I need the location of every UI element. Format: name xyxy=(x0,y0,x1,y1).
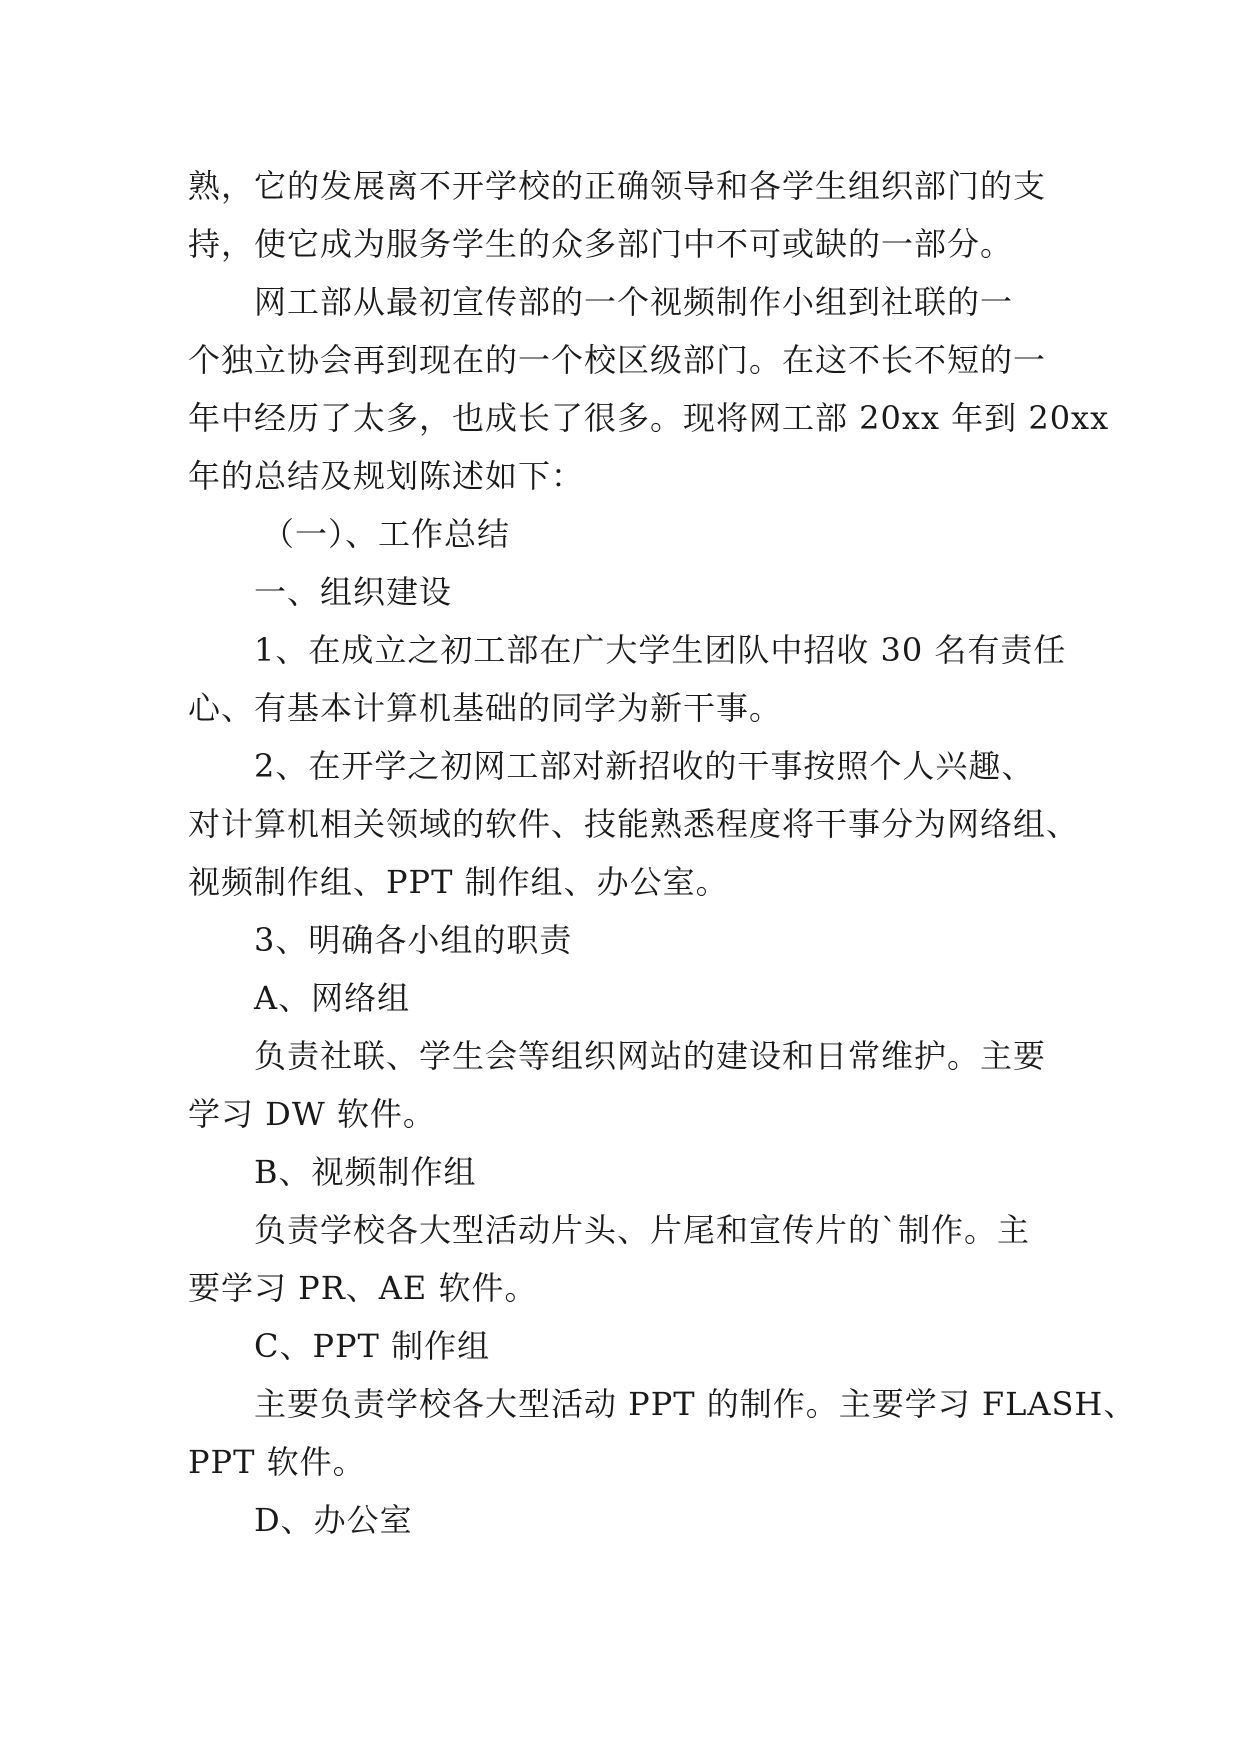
paragraph-line: 年的总结及规划陈述如下： xyxy=(188,457,585,495)
paragraph-line: PPT 软件。 xyxy=(188,1443,366,1481)
paragraph-line: 2、在开学之初网工部对新招收的干事按照个人兴趣、 xyxy=(254,747,1035,785)
group-heading: B、视频制作组 xyxy=(254,1153,477,1191)
group-heading: D、办公室 xyxy=(254,1501,413,1539)
paragraph-line: 要学习 PR、AE 软件。 xyxy=(188,1269,538,1307)
list-heading: 3、明确各小组的职责 xyxy=(254,921,573,959)
paragraph-line: 个独立协会再到现在的一个校区级部门。在这不长不短的一 xyxy=(188,341,1047,379)
paragraph-line: 年中经历了太多，也成长了很多。现将网工部 20xx 年到 20xx xyxy=(188,399,1110,437)
paragraph-line: 负责社联、学生会等组织网站的建设和日常维护。主要 xyxy=(254,1037,1047,1075)
paragraph-line: 1、在成立之初工部在广大学生团队中招收 30 名有责任 xyxy=(254,631,1067,669)
group-heading: A、网络组 xyxy=(254,979,411,1017)
paragraph-line: 心、有基本计算机基础的同学为新干事。 xyxy=(188,689,783,727)
paragraph-line: 网工部从最初宣传部的一个视频制作小组到社联的一 xyxy=(254,283,1014,321)
paragraph-line: 负责学校各大型活动片头、片尾和宣传片的`制作。主 xyxy=(254,1211,1031,1249)
paragraph-line: 对计算机相关领域的软件、技能熟悉程度将干事分为网络组、 xyxy=(188,805,1080,843)
paragraph-line: 持，使它成为服务学生的众多部门中不可或缺的一部分。 xyxy=(188,225,1014,263)
paragraph-line: 学习 DW 软件。 xyxy=(188,1095,436,1133)
paragraph-line: 主要负责学校各大型活动 PPT 的制作。主要学习 FLASH、 xyxy=(254,1385,1137,1423)
section-heading: （一）、工作总结 xyxy=(262,515,511,553)
subsection-heading: 一、组织建设 xyxy=(254,573,453,611)
paragraph-line: 视频制作组、PPT 制作组、办公室。 xyxy=(188,863,729,901)
group-heading: C、PPT 制作组 xyxy=(254,1327,491,1365)
paragraph-line: 熟，它的发展离不开学校的正确领导和各学生组织部门的支 xyxy=(188,167,1047,205)
